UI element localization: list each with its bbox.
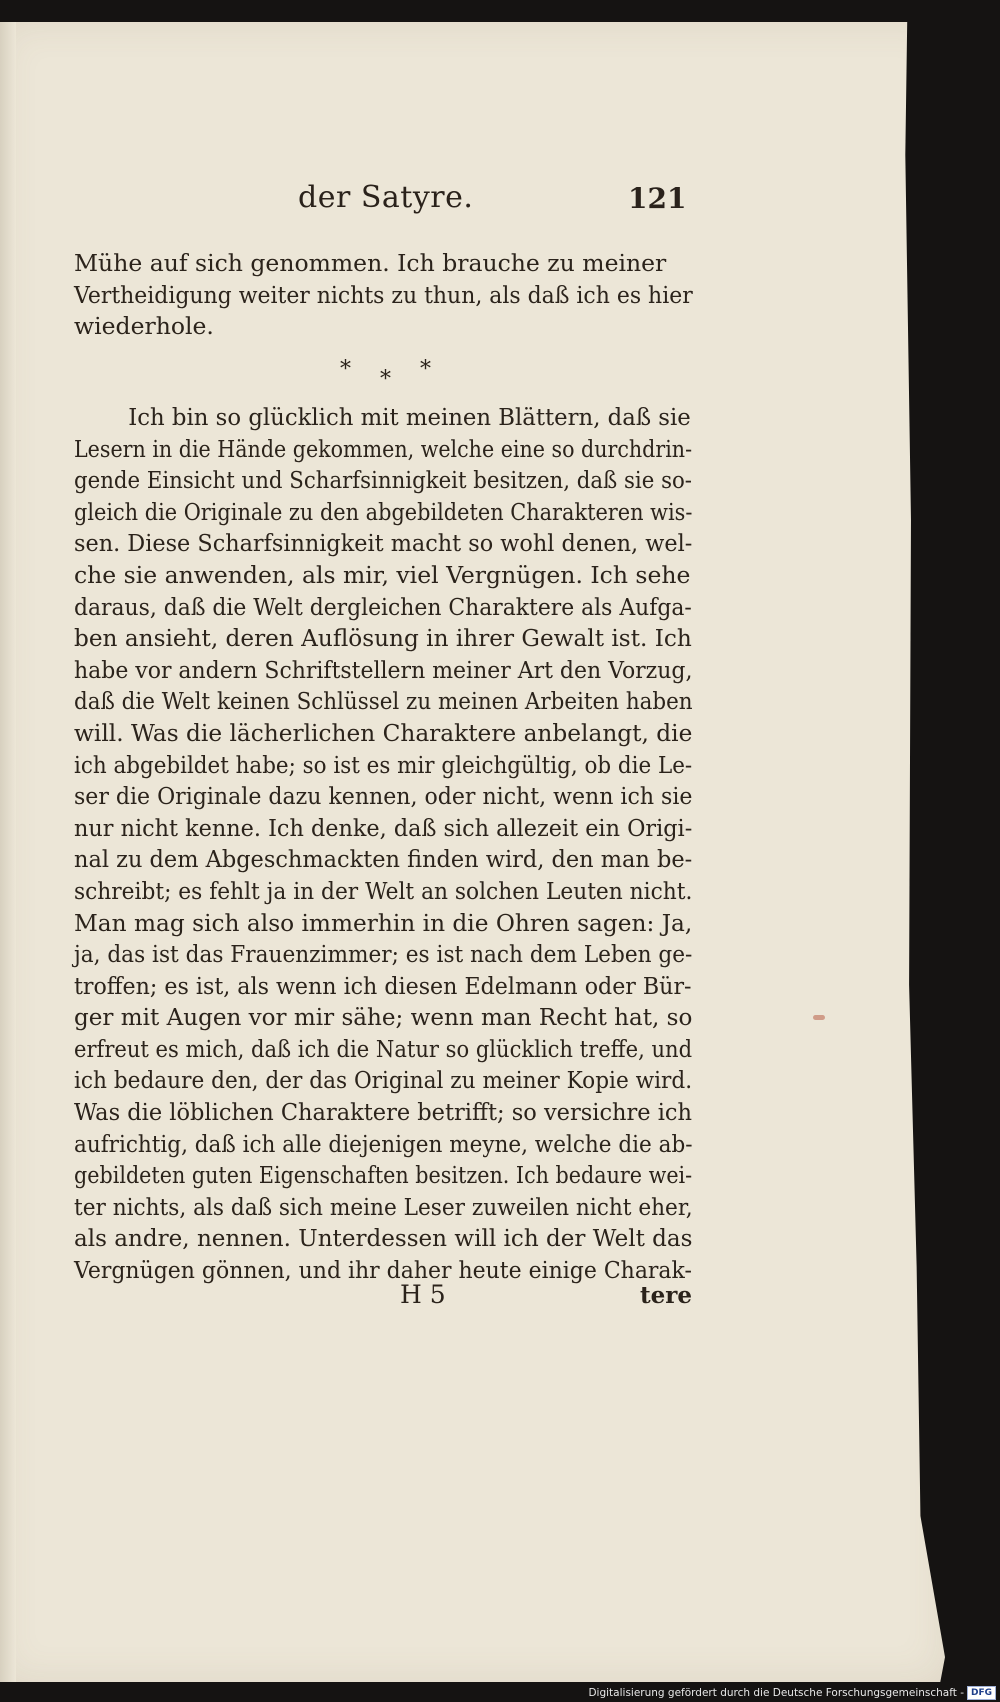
- paper-stain: [813, 1015, 825, 1020]
- text-line: ser die Originale dazu kennen, oder nicht, wenn ich sie: [74, 782, 693, 811]
- text-line: gebildeten guten Eigenschaften besitzen. Ich bedaure wei-: [74, 1161, 693, 1190]
- text-line: Vertheidigung weiter nichts zu thun, als daß ich es hier: [74, 280, 693, 309]
- text-line: als andre, nennen. Unterdessen will ich der Welt das: [74, 1224, 693, 1253]
- asterisk: *: [420, 357, 431, 382]
- text-line: Man mag sich also immerhin in die Ohren sagen: Ja,: [74, 908, 693, 937]
- text-line: Was die löblichen Charaktere betrifft; so versichre ich: [74, 1098, 693, 1127]
- running-head: der Satyre.: [298, 180, 474, 215]
- text-line: erfreut es mich, daß ich die Natur so glücklich treffe, und: [74, 1034, 693, 1063]
- text-line: will. Was die lächerlichen Charaktere anbelangt, die: [74, 718, 693, 747]
- signature-mark: H 5: [400, 1280, 446, 1309]
- page-footer: [74, 1280, 692, 1320]
- text-line: sen. Diese Scharfsinnigkeit macht so wohl denen, wel-: [74, 529, 693, 558]
- text-line: che sie anwenden, als mir, viel Vergnügen. Ich sehe: [74, 560, 691, 589]
- section-break: [330, 357, 450, 392]
- text-line: ich abgebildet habe; so ist es mir gleichgültig, ob die Le-: [74, 750, 693, 779]
- text-line: Ich bin so glücklich mit meinen Blättern, daß sie: [128, 403, 691, 431]
- dfg-logo-icon: DFG: [967, 1686, 996, 1700]
- text-line: aufrichtig, daß ich alle diejenigen meyne, welche die ab-: [74, 1129, 693, 1158]
- text-line: ter nichts, als daß sich meine Leser zuweilen nicht eher,: [74, 1192, 693, 1221]
- text-line: ja, das ist das Frauenzimmer; es ist nach dem Leben ge-: [74, 940, 693, 969]
- text-line: troffen; es ist, als wenn ich diesen Edelmann oder Bür-: [74, 971, 692, 1000]
- page-number: 121: [628, 182, 687, 215]
- asterisk: *: [380, 367, 391, 392]
- text-line: Mühe auf sich genommen. Ich brauche zu meiner: [74, 249, 667, 277]
- text-line: daraus, daß die Welt dergleichen Charaktere als Aufga-: [74, 592, 692, 621]
- continuation-text: [74, 248, 692, 343]
- text-line: daß die Welt keinen Schlüssel zu meinen Arbeiten haben: [74, 687, 693, 716]
- credit-text: Digitalisierung gefördert durch die Deutsche Forschungsgemeinschaft -: [588, 1687, 964, 1699]
- text-line: ben ansieht, deren Auflösung in ihrer Gewalt ist. Ich: [74, 624, 692, 653]
- text-line: Vergnügen gönnen, und ihr daher heute einige Charak-: [74, 1256, 692, 1285]
- text-line: ich bedaure den, der das Original zu meiner Kopie wird.: [74, 1066, 693, 1095]
- text-line: gleich die Originale zu den abgebildeten Charakteren wis-: [74, 497, 693, 526]
- digitization-credit: [588, 1686, 996, 1700]
- text-line: schreibt; es fehlt ja in der Welt an solchen Leuten nicht.: [74, 876, 693, 905]
- text-line: nal zu dem Abgeschmackten finden wird, den man be-: [74, 845, 693, 874]
- page-header: [298, 180, 698, 220]
- text-line: wiederhole.: [74, 312, 214, 340]
- text-line: Lesern in die Hände gekommen, welche eine so durchdrin-: [74, 434, 693, 463]
- asterisk: *: [340, 357, 351, 382]
- text-line: ger mit Augen vor mir sähe; wenn man Recht hat, so: [74, 1003, 693, 1032]
- text-line: habe vor andern Schriftstellern meiner Art den Vorzug,: [74, 655, 693, 684]
- catchword: tere: [639, 1282, 692, 1309]
- text-line: gende Einsicht und Scharfsinnigkeit besitzen, daß sie so-: [74, 466, 692, 495]
- text-line: nur nicht kenne. Ich denke, daß sich allezeit ein Origi-: [74, 813, 693, 842]
- main-paragraph: [74, 402, 692, 1287]
